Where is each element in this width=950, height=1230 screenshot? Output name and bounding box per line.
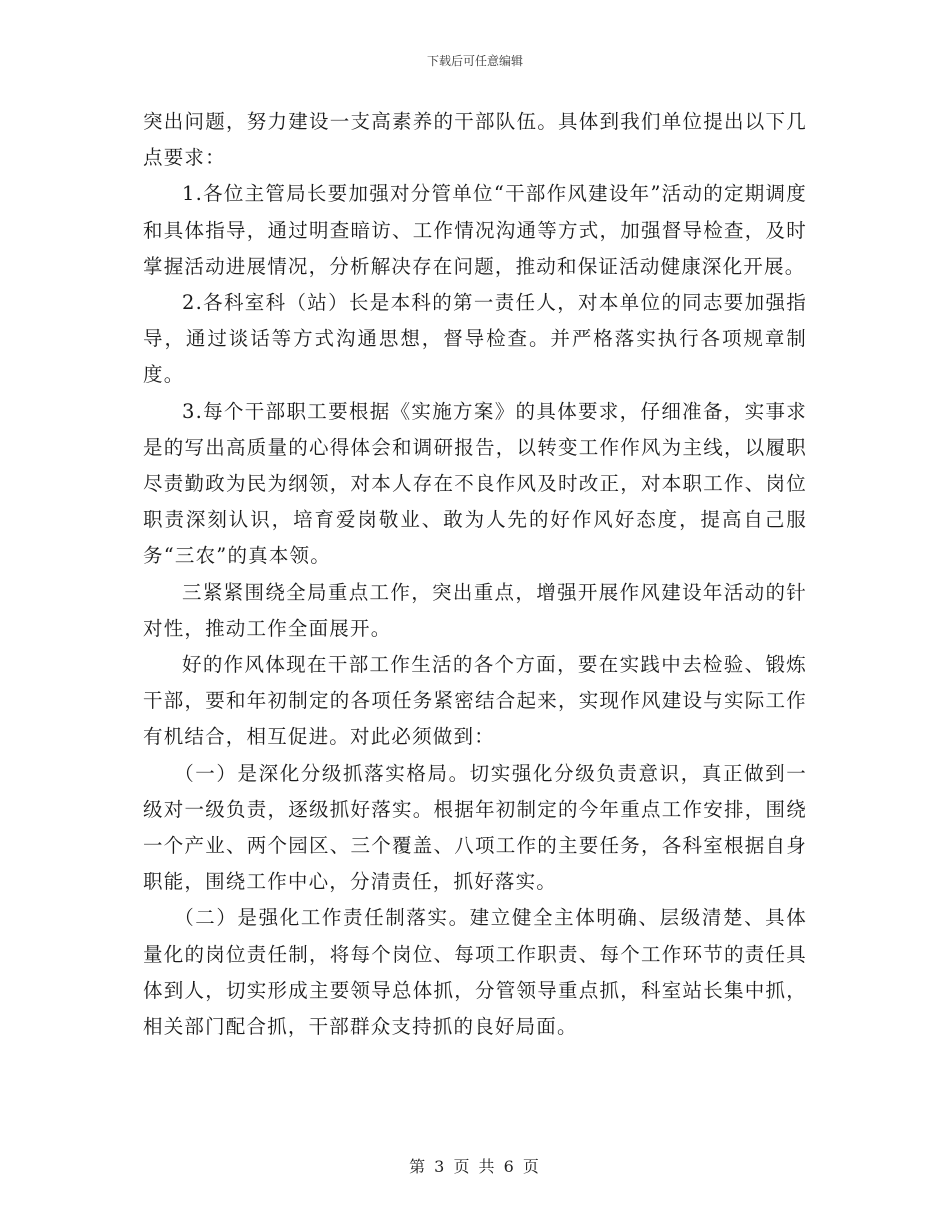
- paragraph-work-style: 好的作风体现在干部工作生活的各个方面，要在实践中去检验、锻炼干部，要和年初制定的各项任务紧密结合起来，实现作风建设与实际工作有机结合，相互促进。对此必须做到：: [143, 653, 807, 749]
- paragraph-item-3: 3.每个干部职工要根据《实施方案》的具体要求，仔细准备，实事求是的写出高质量的心得体会和调研报告，以转变工作作风为主线，以履职尽责勤政为民为纲领，对本人存在不良作风及时改正，对本职工作、岗位职责深刻认识，培育爱岗敬业、敢为人先的好作风好态度，提高自己服务“三农”的真本领。: [143, 399, 807, 568]
- paragraph-item-2: 2.各科室科（站）长是本科的第一责任人，对本单位的同志要加强指导，通过谈话等方式沟通思想，督导检查。并严格落实执行各项规章制度。: [143, 291, 807, 387]
- paragraph-1: 突出问题，努力建设一支高素养的干部队伍。具体到我们单位提出以下几点要求：: [143, 110, 807, 170]
- paragraph-section-3: 三紧紧围绕全局重点工作，突出重点，增强开展作风建设年活动的针对性，推动工作全面展开。: [143, 580, 807, 640]
- paragraph-sub-1: （一）是深化分级抓落实格局。切实强化分级负责意识，真正做到一级对一级负责，逐级抓好落实。根据年初制定的今年重点工作安排，围绕一个产业、两个园区、三个覆盖、八项工作的主要任务，各科室根据自身职能，围绕工作中心，分清责任，抓好落实。: [143, 761, 807, 894]
- page-number: 第 3 页 共 6 页: [409, 1157, 541, 1176]
- paragraph-item-1: 1.各位主管局长要加强对分管单位“干部作风建设年”活动的定期调度和具体指导，通过明查暗访、工作情况沟通等方式，加强督导检查，及时掌握活动进展情况，分析解决存在问题，推动和保证活动健康深化开展。: [143, 182, 807, 278]
- header-note: 下载后可任意编辑: [426, 54, 523, 68]
- document-body: [143, 104, 807, 1045]
- paragraph-sub-2: （二）是强化工作责任制落实。建立健全主体明确、层级清楚、具体量化的岗位责任制，将每个岗位、每项工作职责、每个工作环节的责任具体到人，切实形成主要领导总体抓，分管领导重点抓，科室站长集中抓，相关部门配合抓，干部群众支持抓的良好局面。: [143, 906, 807, 1039]
